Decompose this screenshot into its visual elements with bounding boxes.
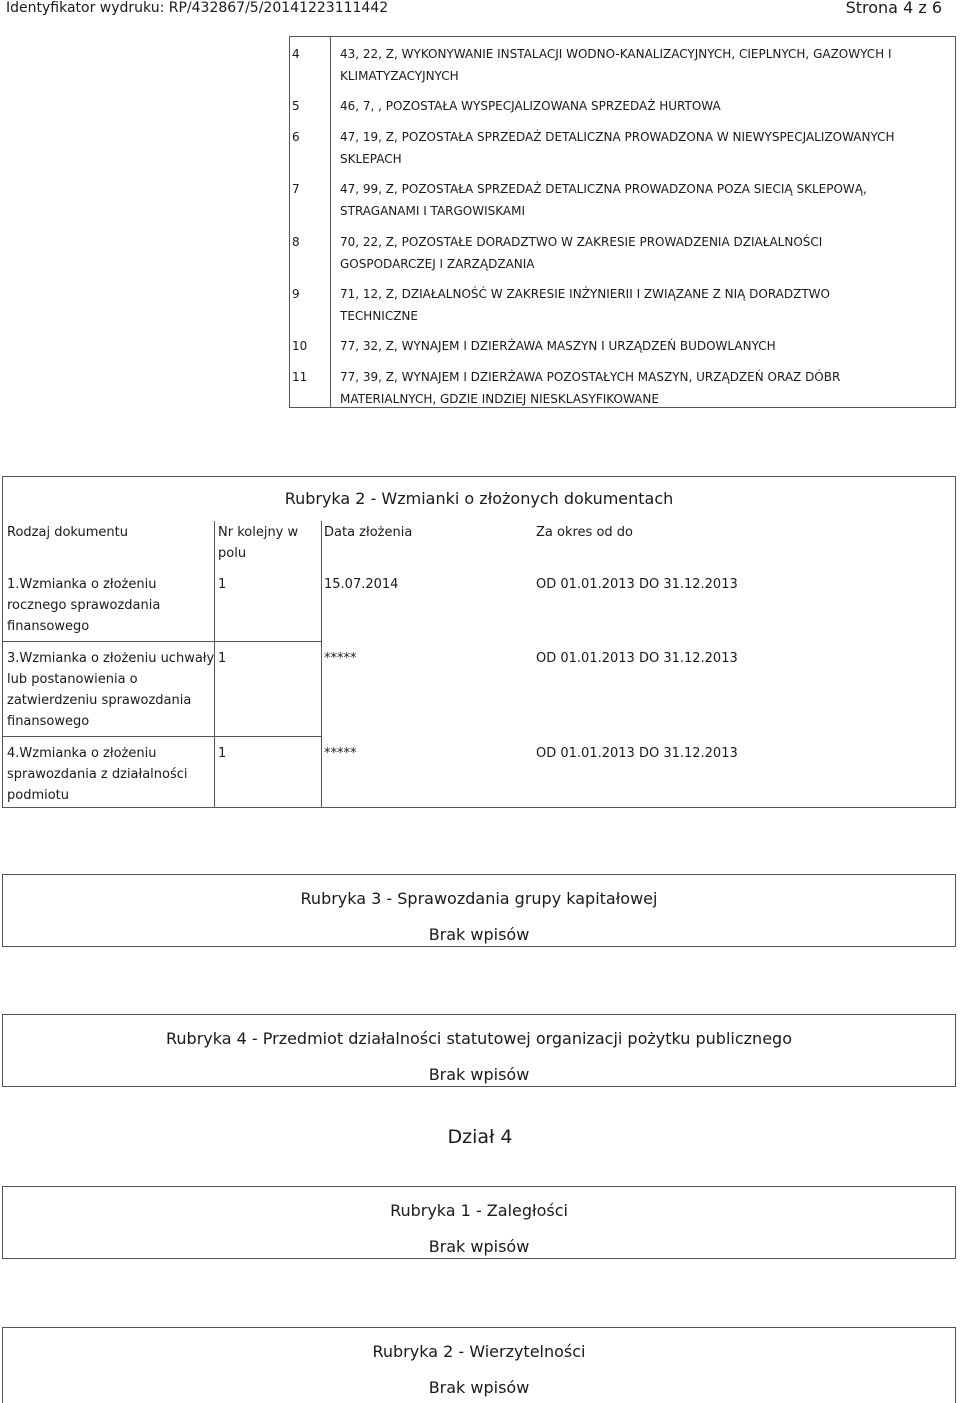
empty-entries: Brak wpisów xyxy=(428,925,530,944)
activity-text: 47, 99, Z, POZOSTAŁA SPRZEDAŻ DETALICZNA PROWADZONA POZA SIECIĄ SKLEPOWĄ, xyxy=(340,182,867,196)
empty-entries: Brak wpisów xyxy=(428,1065,530,1084)
section-title: Rubryka 4 - Przedmiot działalności statutowej organizacji pożytku publicznego xyxy=(166,1029,792,1048)
empty-entries: Brak wpisów xyxy=(428,1237,530,1256)
activity-number: 5 xyxy=(292,99,300,113)
rubryka3-section xyxy=(2,874,956,947)
table-row-date: ***** xyxy=(324,746,357,761)
column-header-okres: Za okres od do xyxy=(536,525,633,540)
d4-rubryka1-section xyxy=(2,1186,956,1259)
row-divider xyxy=(3,736,322,737)
table-row-doc-type: 3.Wzmianka o złożeniu uchwały lub postanowienia o zatwierdzeniu sprawozdania finansowego xyxy=(7,651,215,729)
row-divider xyxy=(3,641,322,642)
activity-number: 7 xyxy=(292,182,300,196)
empty-entries: Brak wpisów xyxy=(428,1378,530,1397)
activity-number: 8 xyxy=(292,235,300,249)
page-number: Strona 4 z 6 xyxy=(845,0,942,17)
activity-text: 47, 19, Z, POZOSTAŁA SPRZEDAŻ DETALICZNA PROWADZONA W NIEWYSPECJALIZOWANYCH xyxy=(340,130,895,144)
activity-list xyxy=(289,36,956,408)
activity-text-cont: TECHNICZNE xyxy=(340,309,418,323)
section-title: Rubryka 3 - Sprawozdania grupy kapitałowej xyxy=(300,889,658,908)
section-title: Rubryka 2 - Wierzytelności xyxy=(372,1342,586,1361)
activity-text: 43, 22, Z, WYKONYWANIE INSTALACJI WODNO-KANALIZACYJNYCH, CIEPLNYCH, GAZOWYCH I xyxy=(340,47,892,61)
table-row-period: OD 01.01.2013 DO 31.12.2013 xyxy=(536,746,738,761)
section-title: Rubryka 1 - Zaległości xyxy=(390,1201,568,1220)
column-header-nr: Nr kolejny w polu xyxy=(218,525,299,561)
rubryka2-section xyxy=(2,476,956,808)
activity-text-cont: SKLEPACH xyxy=(340,152,402,166)
column-divider xyxy=(330,36,331,408)
activity-number: 4 xyxy=(292,47,300,61)
dzial-heading: Dział 4 xyxy=(447,1126,513,1148)
activity-text-cont: GOSPODARCZEJ I ZARZĄDZANIA xyxy=(340,257,535,271)
table-row-nr: 1 xyxy=(218,746,227,761)
activity-number: 10 xyxy=(292,339,308,353)
activity-number: 11 xyxy=(292,370,308,384)
section-title: Rubryka 2 - Wzmianki o złożonych dokumentach xyxy=(284,489,674,508)
activity-text: 70, 22, Z, POZOSTAŁE DORADZTWO W ZAKRESIE PROWADZENIA DZIAŁALNOŚCI xyxy=(340,235,823,249)
activity-text: 77, 39, Z, WYNAJEM I DZIERŻAWA POZOSTAŁYCH MASZYN, URZĄDZEŃ ORAZ DÓBR xyxy=(340,370,841,384)
table-row-period: OD 01.01.2013 DO 31.12.2013 xyxy=(536,577,738,592)
d4-rubryka2-section xyxy=(2,1327,956,1403)
activity-text-cont: MATERIALNYCH, GDZIE INDZIEJ NIESKLASYFIKOWANE xyxy=(340,392,659,406)
activity-number: 6 xyxy=(292,130,300,144)
activity-text: 46, 7, , POZOSTAŁA WYSPECJALIZOWANA SPRZEDAŻ HURTOWA xyxy=(340,99,721,113)
column-header-data: Data złożenia xyxy=(324,525,413,540)
activity-text-cont: STRAGANAMI I TARGOWISKAMI xyxy=(340,204,526,218)
activity-number: 9 xyxy=(292,287,300,301)
table-row-doc-type: 1.Wzmianka o złożeniu rocznego sprawozdania finansowego xyxy=(7,577,161,634)
table-row-period: OD 01.01.2013 DO 31.12.2013 xyxy=(536,651,738,666)
print-identifier: Identyfikator wydruku: RP/432867/5/20141223111442 xyxy=(6,0,389,16)
table-row-doc-type: 4.Wzmianka o złożeniu sprawozdania z działalności podmiotu xyxy=(7,746,188,803)
activity-text-cont: KLIMATYZACYJNYCH xyxy=(340,69,459,83)
table-row-date: 15.07.2014 xyxy=(324,577,399,592)
table-row-date: ***** xyxy=(324,651,357,666)
table-row-nr: 1 xyxy=(218,651,227,666)
column-header-rodzaj: Rodzaj dokumentu xyxy=(7,525,128,540)
activity-text: 71, 12, Z, DZIAŁALNOŚĆ W ZAKRESIE INŻYNIERII I ZWIĄZANE Z NIĄ DORADZTWO xyxy=(340,287,830,301)
column-divider xyxy=(321,521,322,807)
activity-text: 77, 32, Z, WYNAJEM I DZIERŻAWA MASZYN I URZĄDZEŃ BUDOWLANYCH xyxy=(340,339,776,353)
table-row-nr: 1 xyxy=(218,577,227,592)
rubryka4-section xyxy=(2,1014,956,1087)
